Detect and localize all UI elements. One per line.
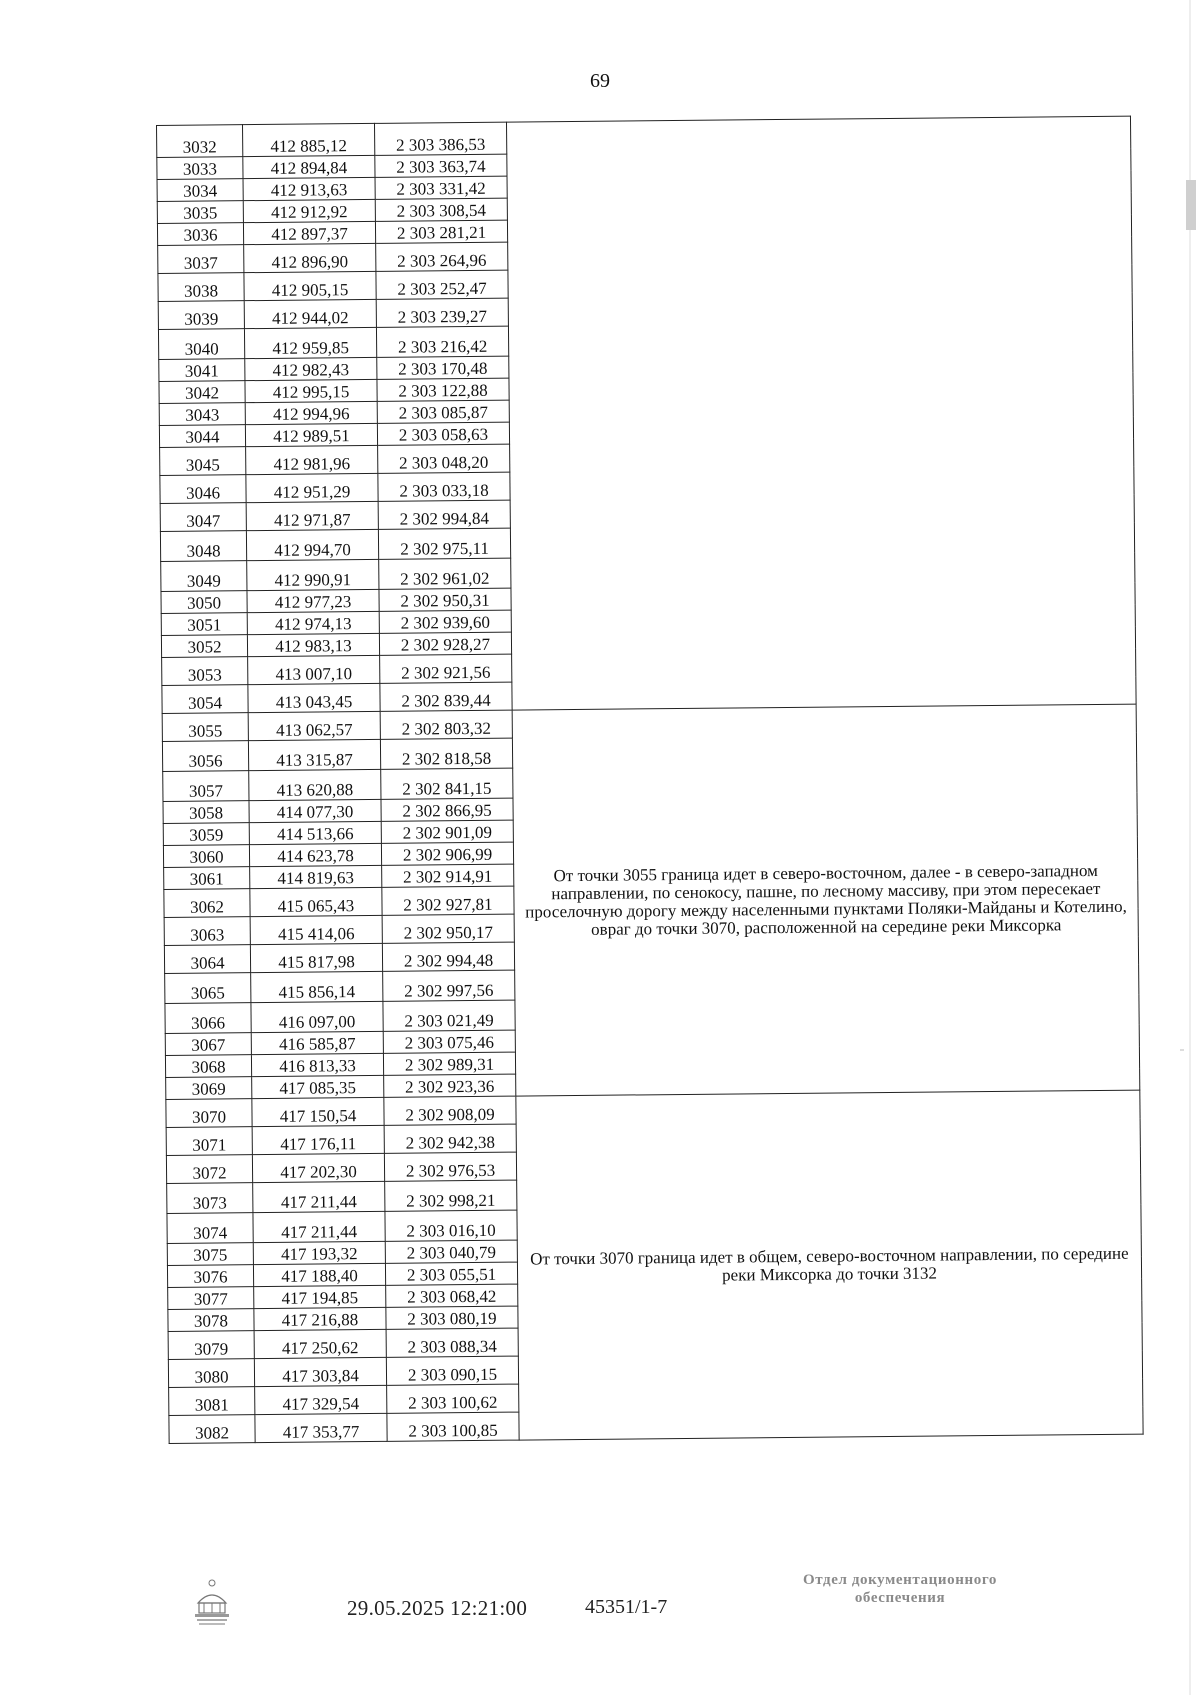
y-coordinate-cell: 2 303 239,27 [376, 298, 508, 327]
y-coordinate-cell: 2 303 308,54 [375, 198, 507, 221]
point-number-cell: 3033 [157, 157, 243, 180]
y-coordinate-cell: 2 302 994,48 [382, 942, 514, 971]
y-coordinate-cell: 2 302 961,02 [379, 558, 511, 589]
coordinates-table [156, 116, 1144, 1444]
point-number-cell: 3073 [167, 1183, 253, 1214]
point-number-cell: 3040 [158, 329, 244, 360]
y-coordinate-cell: 2 302 976,53 [384, 1152, 516, 1181]
y-coordinate-cell: 2 302 818,58 [380, 738, 512, 769]
x-coordinate-cell: 412 974,13 [247, 611, 379, 634]
y-coordinate-cell: 2 303 048,20 [378, 444, 510, 473]
point-number-cell: 3042 [159, 381, 245, 404]
y-coordinate-cell: 2 302 927,81 [382, 886, 514, 915]
print-datetime: 29.05.2025 12:21:00 [347, 1596, 528, 1620]
x-coordinate-cell: 417 216,88 [254, 1307, 386, 1330]
point-number-cell: 3034 [157, 179, 243, 202]
point-number-cell: 3074 [167, 1213, 253, 1244]
office-stamp [760, 1571, 1040, 1607]
y-coordinate-cell: 2 302 942,38 [384, 1124, 516, 1153]
point-number-cell: 3079 [168, 1331, 254, 1360]
y-coordinate-cell: 2 303 075,46 [383, 1030, 515, 1053]
y-coordinate-cell: 2 302 866,95 [381, 798, 513, 821]
point-number-cell: 3038 [158, 273, 244, 302]
point-number-cell: 3049 [161, 561, 247, 592]
point-number-cell: 3056 [162, 741, 248, 772]
coordinates-sheet [156, 116, 1143, 1444]
point-number-cell: 3066 [165, 1003, 251, 1034]
x-coordinate-cell: 412 977,23 [247, 589, 379, 612]
x-coordinate-cell: 417 188,40 [253, 1263, 385, 1286]
boundary-description-cell [506, 116, 1136, 710]
y-coordinate-cell: 2 302 841,15 [381, 768, 513, 799]
x-coordinate-cell: 412 944,02 [244, 299, 376, 328]
x-coordinate-cell: 412 982,43 [245, 357, 377, 380]
x-coordinate-cell: 412 894,84 [243, 155, 375, 178]
x-coordinate-cell: 412 983,13 [247, 633, 379, 656]
point-number-cell: 3060 [163, 845, 249, 868]
point-number-cell: 3036 [157, 223, 243, 246]
x-coordinate-cell: 412 971,87 [246, 501, 378, 530]
y-coordinate-cell: 2 302 939,60 [379, 610, 511, 633]
point-number-cell: 3058 [163, 801, 249, 824]
x-coordinate-cell: 417 193,32 [253, 1241, 385, 1264]
boundary-description-cell: От точки 3070 граница идет в общем, северо-восточном направлении, по середине реки Миксорка до точки 3132 [516, 1090, 1143, 1440]
scan-edge-marks [1170, 0, 1200, 1695]
point-number-cell: 3076 [167, 1265, 253, 1288]
y-coordinate-cell: 2 302 950,17 [382, 914, 514, 943]
point-number-cell: 3051 [161, 613, 247, 636]
y-coordinate-cell: 2 302 997,56 [383, 970, 515, 1001]
y-coordinate-cell: 2 303 331,42 [375, 176, 507, 199]
point-number-cell: 3052 [161, 635, 247, 658]
point-number-cell: 3043 [159, 403, 245, 426]
point-number-cell: 3075 [167, 1243, 253, 1266]
y-coordinate-cell: 2 302 803,32 [380, 710, 512, 739]
x-coordinate-cell: 413 043,45 [248, 683, 380, 712]
x-coordinate-cell: 417 202,30 [252, 1153, 384, 1182]
point-number-cell: 3032 [157, 125, 243, 158]
x-coordinate-cell: 417 250,62 [254, 1329, 386, 1358]
x-coordinate-cell: 416 813,33 [251, 1053, 383, 1076]
point-number-cell: 3045 [160, 447, 246, 476]
point-number-cell: 3064 [164, 945, 250, 974]
y-coordinate-cell: 2 303 170,48 [377, 356, 509, 379]
y-coordinate-cell: 2 303 386,53 [374, 122, 506, 155]
y-coordinate-cell: 2 303 016,10 [385, 1210, 517, 1241]
point-number-cell: 3072 [166, 1155, 252, 1184]
boundary-description-cell: От точки 3055 граница идет в северо-восточном, далее - в северо-западном направлении, по сенокосу, пашне, по лесному массиву, при этом пересекает проселочную дорогу между населенными пунктами Поляки-Майданы и Котелино, овраг до точки 3070, расположенной на середине реки Миксорка [512, 704, 1140, 1096]
y-coordinate-cell: 2 303 122,88 [377, 378, 509, 401]
x-coordinate-cell: 412 994,96 [245, 401, 377, 424]
y-coordinate-cell: 2 302 914,91 [382, 864, 514, 887]
point-number-cell: 3046 [160, 475, 246, 504]
x-coordinate-cell: 412 981,96 [246, 445, 378, 474]
point-number-cell: 3050 [161, 591, 247, 614]
x-coordinate-cell: 417 176,11 [252, 1125, 384, 1154]
y-coordinate-cell: 2 302 906,99 [381, 842, 513, 865]
y-coordinate-cell: 2 303 100,62 [387, 1384, 519, 1413]
y-coordinate-cell: 2 303 085,87 [377, 400, 509, 423]
x-coordinate-cell: 417 303,84 [254, 1357, 386, 1386]
point-number-cell: 3067 [165, 1033, 251, 1056]
x-coordinate-cell: 412 885,12 [243, 123, 375, 156]
point-number-cell: 3039 [158, 301, 244, 330]
y-coordinate-cell: 2 303 055,51 [385, 1262, 517, 1285]
x-coordinate-cell: 412 951,29 [246, 473, 378, 502]
document-number: 45351/1-7 [585, 1596, 668, 1618]
x-coordinate-cell: 412 897,37 [243, 221, 375, 244]
y-coordinate-cell: 2 302 901,09 [381, 820, 513, 843]
y-coordinate-cell: 2 303 216,42 [376, 326, 508, 357]
x-coordinate-cell: 417 329,54 [255, 1385, 387, 1414]
x-coordinate-cell: 413 315,87 [248, 739, 380, 770]
x-coordinate-cell: 414 513,66 [249, 821, 381, 844]
point-number-cell: 3061 [164, 867, 250, 890]
y-coordinate-cell: 2 302 928,27 [379, 632, 511, 655]
point-number-cell: 3047 [160, 503, 246, 532]
y-coordinate-cell: 2 302 950,31 [379, 588, 511, 611]
x-coordinate-cell: 414 077,30 [249, 799, 381, 822]
point-number-cell: 3053 [162, 657, 248, 686]
point-number-cell: 3069 [166, 1077, 252, 1100]
point-number-cell: 3068 [165, 1055, 251, 1078]
y-coordinate-cell: 2 303 068,42 [386, 1284, 518, 1307]
point-number-cell: 3048 [160, 531, 246, 562]
y-coordinate-cell: 2 303 033,18 [378, 472, 510, 501]
x-coordinate-cell: 412 995,15 [245, 379, 377, 402]
x-coordinate-cell: 415 856,14 [251, 971, 383, 1002]
x-coordinate-cell: 414 623,78 [249, 843, 381, 866]
stamp-line-2: обеспечения [854, 1590, 946, 1606]
y-coordinate-cell: 2 303 100,85 [387, 1412, 519, 1441]
point-number-cell: 3057 [163, 771, 249, 802]
y-coordinate-cell: 2 302 989,31 [383, 1052, 515, 1075]
x-coordinate-cell: 412 912,92 [243, 199, 375, 222]
x-coordinate-cell: 415 414,06 [250, 915, 382, 944]
x-coordinate-cell: 416 585,87 [251, 1031, 383, 1054]
y-coordinate-cell: 2 303 040,79 [385, 1240, 517, 1263]
x-coordinate-cell: 413 062,57 [248, 711, 380, 740]
y-coordinate-cell: 2 302 908,09 [384, 1096, 516, 1125]
y-coordinate-cell: 2 303 363,74 [375, 154, 507, 177]
y-coordinate-cell: 2 302 994,84 [378, 500, 510, 529]
y-coordinate-cell: 2 302 998,21 [385, 1180, 517, 1211]
emblem-icon [190, 1577, 234, 1627]
y-coordinate-cell: 2 303 088,34 [386, 1328, 518, 1357]
x-coordinate-cell: 412 959,85 [244, 327, 376, 358]
y-coordinate-cell: 2 302 839,44 [380, 682, 512, 711]
x-coordinate-cell: 417 211,44 [253, 1181, 385, 1212]
point-number-cell: 3080 [168, 1359, 254, 1388]
x-coordinate-cell: 415 817,98 [250, 943, 382, 972]
point-number-cell: 3037 [158, 245, 244, 274]
y-coordinate-cell: 2 303 252,47 [376, 270, 508, 299]
y-coordinate-cell: 2 303 021,49 [383, 1000, 515, 1031]
y-coordinate-cell: 2 302 975,11 [378, 528, 510, 559]
point-number-cell: 3041 [159, 359, 245, 382]
x-coordinate-cell: 413 007,10 [248, 655, 380, 684]
y-coordinate-cell: 2 303 080,19 [386, 1306, 518, 1329]
point-number-cell: 3081 [169, 1387, 255, 1416]
point-number-cell: 3059 [163, 823, 249, 846]
x-coordinate-cell: 412 913,63 [243, 177, 375, 200]
y-coordinate-cell: 2 303 090,15 [386, 1356, 518, 1385]
point-number-cell: 3077 [168, 1287, 254, 1310]
point-number-cell: 3062 [164, 889, 250, 918]
point-number-cell: 3078 [168, 1309, 254, 1332]
x-coordinate-cell: 412 896,90 [244, 243, 376, 272]
x-coordinate-cell: 417 150,54 [252, 1097, 384, 1126]
stamp-line-1: Отдел документационного [803, 1572, 997, 1588]
y-coordinate-cell: 2 303 264,96 [376, 242, 508, 271]
point-number-cell: 3044 [159, 425, 245, 448]
point-number-cell: 3070 [166, 1099, 252, 1128]
point-number-cell: 3035 [157, 201, 243, 224]
point-number-cell: 3054 [162, 685, 248, 714]
x-coordinate-cell: 417 353,77 [255, 1413, 387, 1442]
point-number-cell: 3065 [165, 973, 251, 1004]
x-coordinate-cell: 412 989,51 [245, 423, 377, 446]
x-coordinate-cell: 417 085,35 [252, 1075, 384, 1098]
x-coordinate-cell: 412 990,91 [247, 559, 379, 590]
y-coordinate-cell: 2 303 058,63 [377, 422, 509, 445]
table-row [157, 116, 1131, 157]
point-number-cell: 3055 [162, 713, 248, 742]
x-coordinate-cell: 413 620,88 [249, 769, 381, 800]
point-number-cell: 3071 [166, 1127, 252, 1156]
y-coordinate-cell: 2 302 921,56 [380, 654, 512, 683]
y-coordinate-cell: 2 303 281,21 [375, 220, 507, 243]
point-number-cell: 3063 [164, 917, 250, 946]
x-coordinate-cell: 412 905,15 [244, 271, 376, 300]
x-coordinate-cell: 417 194,85 [254, 1285, 386, 1308]
y-coordinate-cell: 2 302 923,36 [384, 1074, 516, 1097]
x-coordinate-cell: 414 819,63 [250, 865, 382, 888]
x-coordinate-cell: 415 065,43 [250, 887, 382, 916]
x-coordinate-cell: 416 097,00 [251, 1001, 383, 1032]
point-number-cell: 3082 [169, 1415, 255, 1444]
x-coordinate-cell: 412 994,70 [246, 529, 378, 560]
x-coordinate-cell: 417 211,44 [253, 1211, 385, 1242]
page-number: 69 [590, 70, 610, 92]
